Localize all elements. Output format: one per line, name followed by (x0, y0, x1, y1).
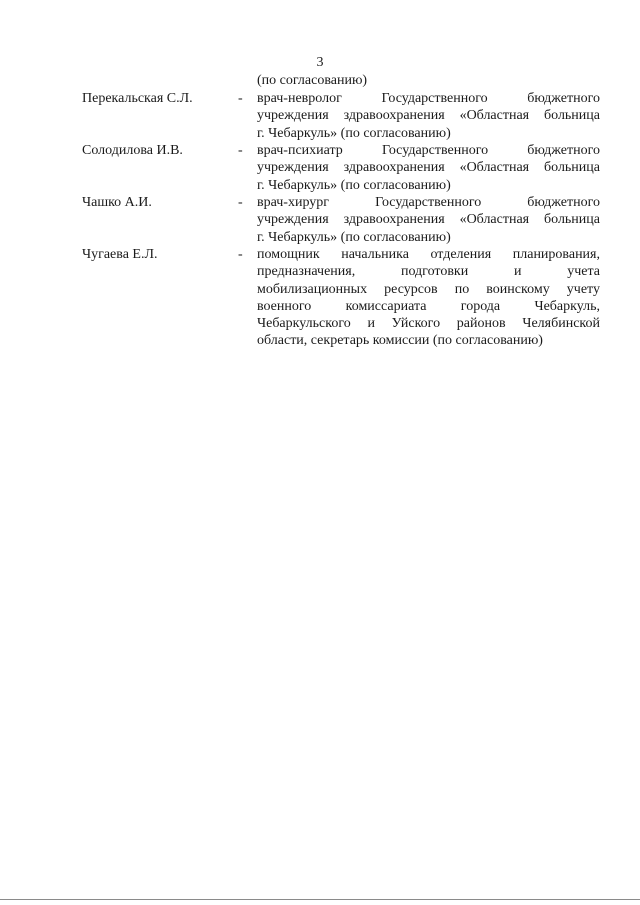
member-entry (0, 142, 640, 194)
position-line: военного комиссариата города Чебаркуль, (257, 298, 600, 314)
member-name: Чашко А.И. (82, 195, 152, 210)
page-number: 3 (316, 55, 324, 70)
position-line: врач-хирург Государственного бюджетного (257, 195, 600, 210)
member-name: Перекальская С.Л. (82, 91, 193, 106)
position-line: врач-невролог Государственного бюджетного (257, 91, 600, 106)
member-name: Чугаева Е.Л. (82, 247, 158, 262)
position-line: мобилизационных ресурсов по воинскому учету (257, 281, 600, 297)
member-position (257, 194, 600, 246)
position-line: г. Чебаркуль» (по согласованию) (257, 177, 451, 193)
position-line: учреждения здравоохранения «Областная больница (257, 212, 600, 228)
member-entry (0, 194, 640, 246)
position-line: врач-психиатр Государственного бюджетного (257, 143, 600, 158)
member-entry (0, 246, 640, 350)
position-line: Чебаркульского и Уйского районов Челябинской (257, 316, 600, 332)
member-name: Солодилова И.В. (82, 143, 183, 158)
position-line: г. Чебаркуль» (по согласованию) (257, 229, 451, 245)
position-line: помощник начальника отделения планирования, (257, 247, 600, 262)
position-line: учреждения здравоохранения «Областная больница (257, 108, 600, 124)
dash-separator: - (238, 195, 243, 210)
member-position (257, 90, 600, 142)
position-line: предназначения, подготовки и учета (257, 264, 600, 280)
dash-separator: - (238, 143, 243, 158)
position-line: учреждения здравоохранения «Областная больница (257, 160, 600, 176)
position-line: г. Чебаркуль» (по согласованию) (257, 125, 451, 141)
member-list (0, 90, 640, 350)
bottom-rule (0, 899, 640, 900)
dash-separator: - (238, 247, 243, 262)
member-position (257, 246, 600, 350)
position-line: области, секретарь комиссии (по согласованию) (257, 333, 543, 349)
dash-separator: - (238, 91, 243, 106)
member-entry (0, 90, 640, 142)
continuation-text: (по согласованию) (257, 73, 368, 88)
member-position (257, 142, 600, 194)
